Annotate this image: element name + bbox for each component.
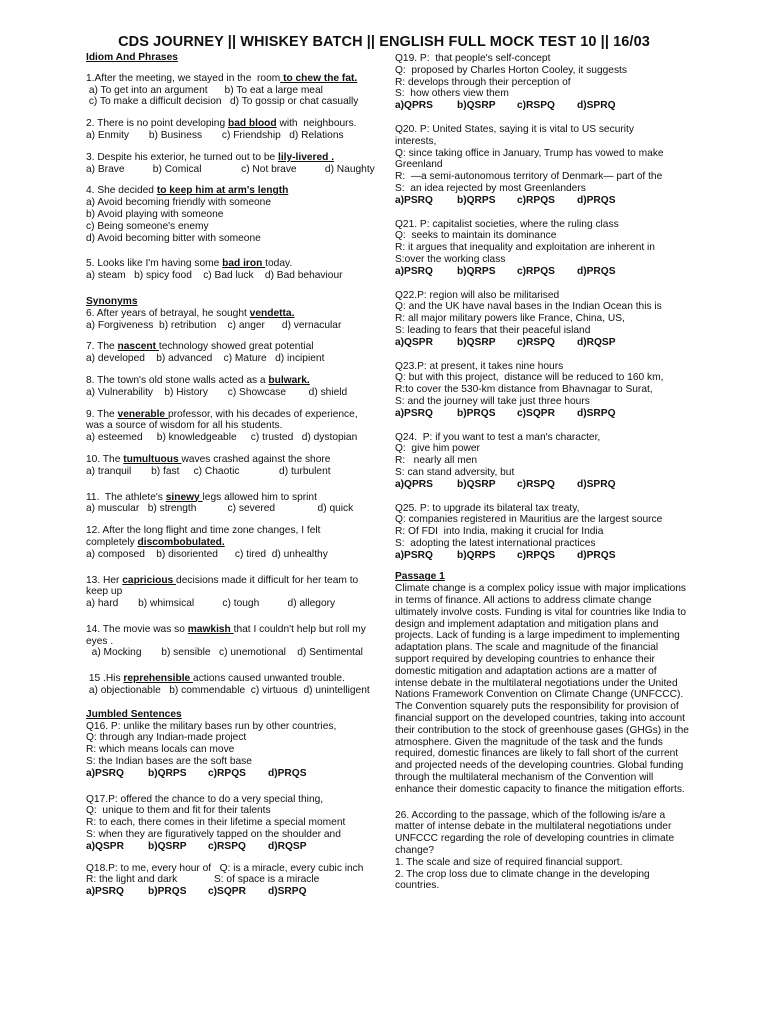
- answer-options: a)PSRQ b)QRPS c)RPQS d)PRQS: [395, 194, 616, 206]
- question-21: Q21. P: capitalist societies, where the ruling class Q: seeks to maintain its dominance R: it argues that inequality and exploitation are inherent in S:over the working class a)PSRQ b)QRPS c)RPQS d)PRQS: [395, 219, 691, 278]
- answer-options: a)PSRQ b)QRPS c)RPQS d)PRQS: [86, 767, 307, 779]
- right-column: [395, 53, 691, 902]
- answer-options: a)QPRS b)QSRP c)RSPQ d)SPRQ: [395, 100, 616, 112]
- question-25: Q25. P: to upgrade its bilateral tax treaty, Q: companies registered in Mauritius are the largest source R: Of FDI into India, making it crucial for India S: adopting the latest international practices a)PSRQ b)QRPS c)RPQS d)PRQS: [395, 503, 691, 562]
- question-5: 5. Looks like I'm having some bad iron today. a) steam b) spicy food c) Bad luck d) Bad behaviour: [86, 258, 343, 282]
- passage-text: Climate change is a complex policy issue with major implications in terms of finance. All actions to address climate change ultimately involve costs. Funding is vital for countries like India to design and implement adaptation and mitigation plans and projects. Lack of funding is a large impediment to implementing adaptation plans. The scale and magnitude of the financial support required by developing countries to enhance their domestic mitigation and adaptation actions are a matter of intense debate in the multilateral negotiations under the United Nations Framework Convention on Climate Change (UNFCCC). The Convention squarely puts the responsibility for provision of financial support on the developed countries, taking into account their contribution to the stock of greenhouse gases (GHGs) in the atmosphere. Given the magnitude of the task and the funds required, domestic finances are likely to fall short of the current and projected needs of the developing countries. Global funding through the multilateral mechanism of the Convention will enhance their domestic capacity to finance the mitigation efforts.: [395, 583, 689, 795]
- question-17: Q17.P: offered the chance to do a very special thing, Q: unique to them and fit for their talents R: to each, there comes in their lifetime a special moment S: when they are figuratively tapped on the shoulder and a)QSPR b)QSRP c)RSPQ d)RQSP: [86, 794, 382, 853]
- left-column: [86, 52, 382, 908]
- answer-options: a)QSPR b)QSRP c)RSPQ d)RQSP: [86, 840, 307, 852]
- page-title: CDS JOURNEY || WHISKEY BATCH || ENGLISH FULL MOCK TEST 10 || 16/03: [118, 34, 650, 50]
- question-20: Q20. P: United States, saying it is vital to US security interests, Q: since taking office in January, Trump has vowed to make Greenland R: —a semi-autonomous territory of Denmark— part of the S: an idea rejected by most Greenlanders a)PSRQ b)QRPS c)RPQS d)PRQS: [395, 124, 691, 207]
- answer-options: a)PSRQ b)QRPS c)RPQS d)PRQS: [395, 549, 616, 561]
- question-22: Q22.P: region will also be militarised Q: and the UK have naval bases in the Indian Ocean this is R: all major military powers like France, China, US, S: leading to fears that their peaceful island a)QSPR b)QSRP c)RSPQ d)RQSP: [395, 290, 691, 349]
- question-8: 8. The town's old stone walls acted as a bulwark. a) Vulnerability b) History c) Showcase d) shield: [86, 374, 348, 398]
- section-heading-idioms: Idiom And Phrases: [86, 52, 178, 63]
- question-6: 6. After years of betrayal, he sought vendetta. a) Forgiveness b) retribution c) anger d) vernacular: [86, 307, 342, 331]
- question-13: 13. Her capricious decisions made it difficult for her team to keep up a) hard b) whimsical c) tough d) allegory: [86, 574, 359, 610]
- answer-options: a)QSPR b)QSRP c)RSPQ d)RQSP: [395, 336, 616, 348]
- question-1: 1.After the meeting, we stayed in the room to chew the fat. a) To get into an argument b) To eat a large meal c) To make a difficult decision d) To gossip or chat casually: [86, 72, 359, 108]
- question-26: 26. According to the passage, which of the following is/are a matter of intense debate in the multilateral negotiations under UNFCCC regarding the role of developing countries in climate change? 1. The scale and size of required financial support. 2. The crop loss due to climate change in the developing countries.: [395, 809, 675, 892]
- question-19: Q19. P: that people's self-concept Q: proposed by Charles Horton Cooley, it suggests R: develops through their perception of S: how others view them a)QPRS b)QSRP c)RSPQ d)SPRQ: [395, 53, 691, 112]
- question-7: 7. The nascent technology showed great potential a) developed b) advanced c) Mature d) incipient: [86, 341, 325, 365]
- question-10: 10. The tumultuous waves crashed against the shore a) tranquil b) fast c) Chaotic d) turbulent: [86, 453, 331, 477]
- question-2: 2. There is no point developing bad blood with neighbours. a) Enmity b) Business c) Friendship d) Relations: [86, 118, 357, 141]
- question-24: Q24. P: if you want to test a man's character, Q: give him power R: nearly all men S: can stand adversity, but a)QPRS b)QSRP c)RSPQ d)SPRQ: [395, 432, 691, 491]
- section-heading-passage: Passage 1: [395, 571, 445, 583]
- question-3: 3. Despite his exterior, he turned out to be lily-livered . a) Brave b) Comical c) Not brave d) Naughty: [86, 151, 375, 175]
- question-9: 9. The venerable professor, with his decades of experience, was a source of wisdom for all his students. a) esteemed b) knowledgeable c) trusted d) dystopian: [86, 408, 358, 444]
- question-12: 12. After the long flight and time zone changes, I felt completely discombobulated. a) composed b) disoriented c) tired d) unhealthy: [86, 525, 328, 560]
- question-18: Q18.P: to me, every hour of Q: is a miracle, every cubic inch R: the light and dark S: of space is a miracle a)PSRQ b)PRQS c)SQPR d)SRPQ: [86, 863, 382, 898]
- answer-options: a)QPRS b)QSRP c)RSPQ d)SPRQ: [395, 478, 616, 490]
- question-15: 15 .His reprehensible actions caused unwanted trouble. a) objectionable b) commendable c) virtuous d) unintelligent: [86, 673, 370, 697]
- question-4: 4. She decided to keep him at arm's length a) Avoid becoming friendly with someone b) Avoid playing with someone c) Being someone's enemy d) Avoid becoming bitter with someone: [86, 185, 289, 244]
- section-heading-jumbled: Jumbled Sentences: [86, 708, 182, 720]
- answer-options: a)PSRQ b)QRPS c)RPQS d)PRQS: [395, 265, 616, 277]
- question-11: 11. The athlete's sinewy legs allowed him to sprint a) muscular b) strength c) severed d) quick: [86, 491, 354, 515]
- question-16: Q16. P: unlike the military bases run by other countries, Q: through any Indian-made project R: which means locals can move S: the Indian bases are the soft base a)PSRQ b)QRPS c)RPQS d)PRQS: [86, 721, 382, 780]
- question-14: 14. The movie was so mawkish that I couldn't help but roll my eyes . a) Mocking b) sensible c) unemotional d) Sentimental: [86, 623, 366, 659]
- question-23: Q23.P: at present, it takes nine hours Q: but with this project, distance will be reduced to 160 km, R:to cover the 530-km distance from Bhavnagar to Surat, S: and the journey will take just three hours a)PSRQ b)PRQS c)SQPR d)SRPQ: [395, 361, 691, 420]
- answer-options: a)PSRQ b)PRQS c)SQPR d)SRPQ: [395, 407, 616, 419]
- answer-options: a)PSRQ b)PRQS c)SQPR d)SRPQ: [86, 886, 307, 898]
- section-heading-synonyms: Synonyms: [86, 295, 138, 307]
